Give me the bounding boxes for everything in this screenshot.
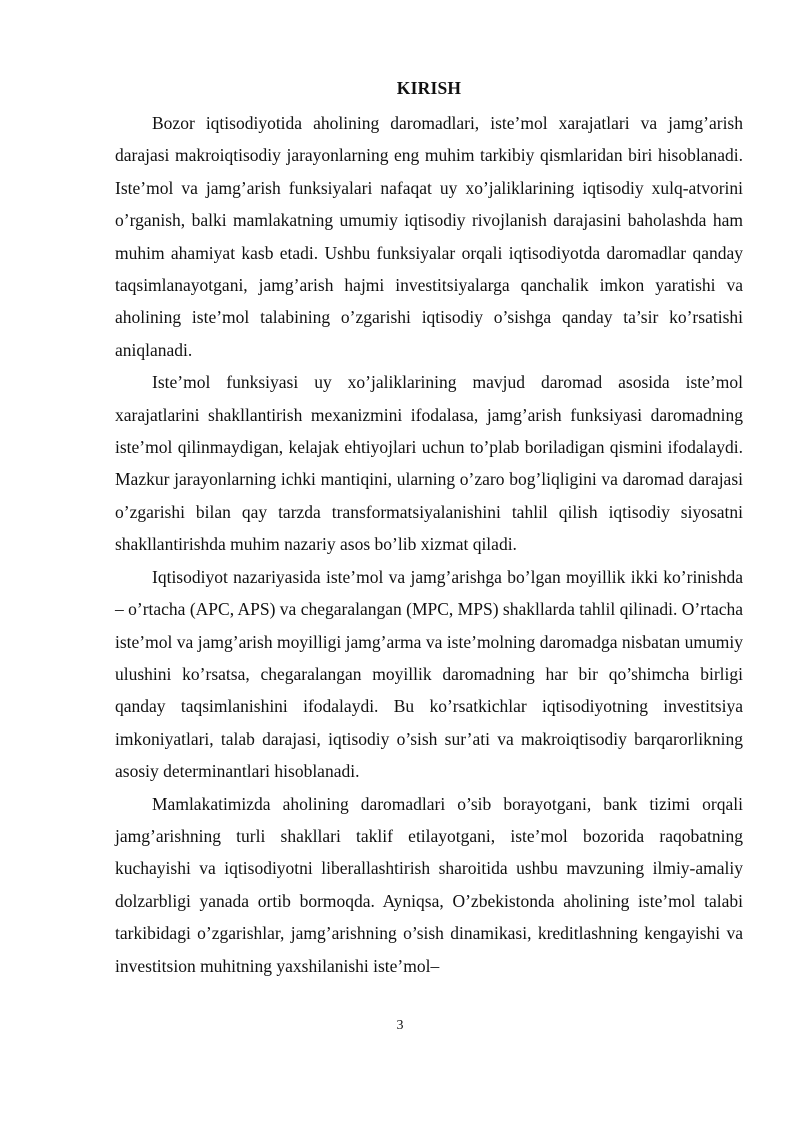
paragraph-1: Bozor iqtisodiyotida aholining daromadlari, iste’mol xarajatlari va jamg’arish darajasi makroiqtisodiy jarayonlarning eng muhim tarkibiy qismlaridan biri hisoblanadi. Iste’mol va jamg’arish funksiyalari nafaqat uy xo’jaliklarining iqtisodiy xulq-atvorini o’rganish, balki mamlakatning umumiy iqtisodiy rivojlanish darajasini baholashda ham muhim ahamiyat kasb etadi. Ushbu funksiyalar orqali iqtisodiyotda daromadlar qanday taqsimlanayotgani, jamg’arish hajmi investitsiyalarga qanchalik imkon yaratishi va aholining iste’mol talabining o’zgarishi iqtisodiy o’sishga qanday ta’sir ko’rsatishi aniqlanadi. [115, 113, 743, 360]
document-page [115, 76, 743, 982]
paragraph-2: Iste’mol funksiyasi uy xo’jaliklarining mavjud daromad asosida iste’mol xarajatlarini shakllantirish mexanizmini ifodalasa, jamg’arish funksiyasi daromadning iste’mol qilinmaydigan, kelajak ehtiyojlari uchun to’plab boriladigan qismini ifodalaydi. Mazkur jarayonlarning ichki mantiqini, ularning o’zaro bog’liqligini va daromad darajasi o’zgarishi bilan qay tarzda transformatsiyalanishini tahlil qilish iqtisodiy siyosatni shakllantirishda muhim nazariy asos bo’lib xizmat qiladi. [115, 372, 743, 555]
paragraph-3: Iqtisodiyot nazariyasida iste’mol va jamg’arishga bo’lgan moyillik ikki ko’rinishda – o’rtacha (APC, APS) va chegaralangan (MPC, MPS) shakllarda tahlil qilinadi. O’rtacha iste’mol va jamg’arish moyilligi jamg’arma va iste’molning daromadga nisbatan umumiy ulushini ko’rsatsa, chegaralangan moyillik daromadning har bir qo’shimcha birligi qanday taqsimlanishini ifodalaydi. Bu ko’rsatkichlar iqtisodiyotning investitsiya imkoniyatlari, talab darajasi, iqtisodiy o’sish sur’ati va makroiqtisodiy barqarorlikning asosiy determinantlari hisoblanadi. [115, 566, 743, 782]
paragraph-4: Mamlakatimizda aholining daromadlari o’sib borayotgani, bank tizimi orqali jamg’arishning turli shakllari taklif etilayotgani, iste’mol bozorida raqobatning kuchayishi va iqtisodiyotni liberallashtirish sharoitida ushbu mavzuning ilmiy-amaliy dolzarbligi yanada ortib bormoqda. Ayniqsa, O’zbekistonda aholining iste’mol talabi tarkibidagi o’zgarishlar, jamg’arishning o’sish dinamikasi, kreditlashning kengayishi va investitsion muhitning yaxshilanishi iste’mol– [115, 793, 743, 976]
page-number: 3 [396, 1018, 404, 1033]
section-title: KIRISH [396, 78, 462, 98]
